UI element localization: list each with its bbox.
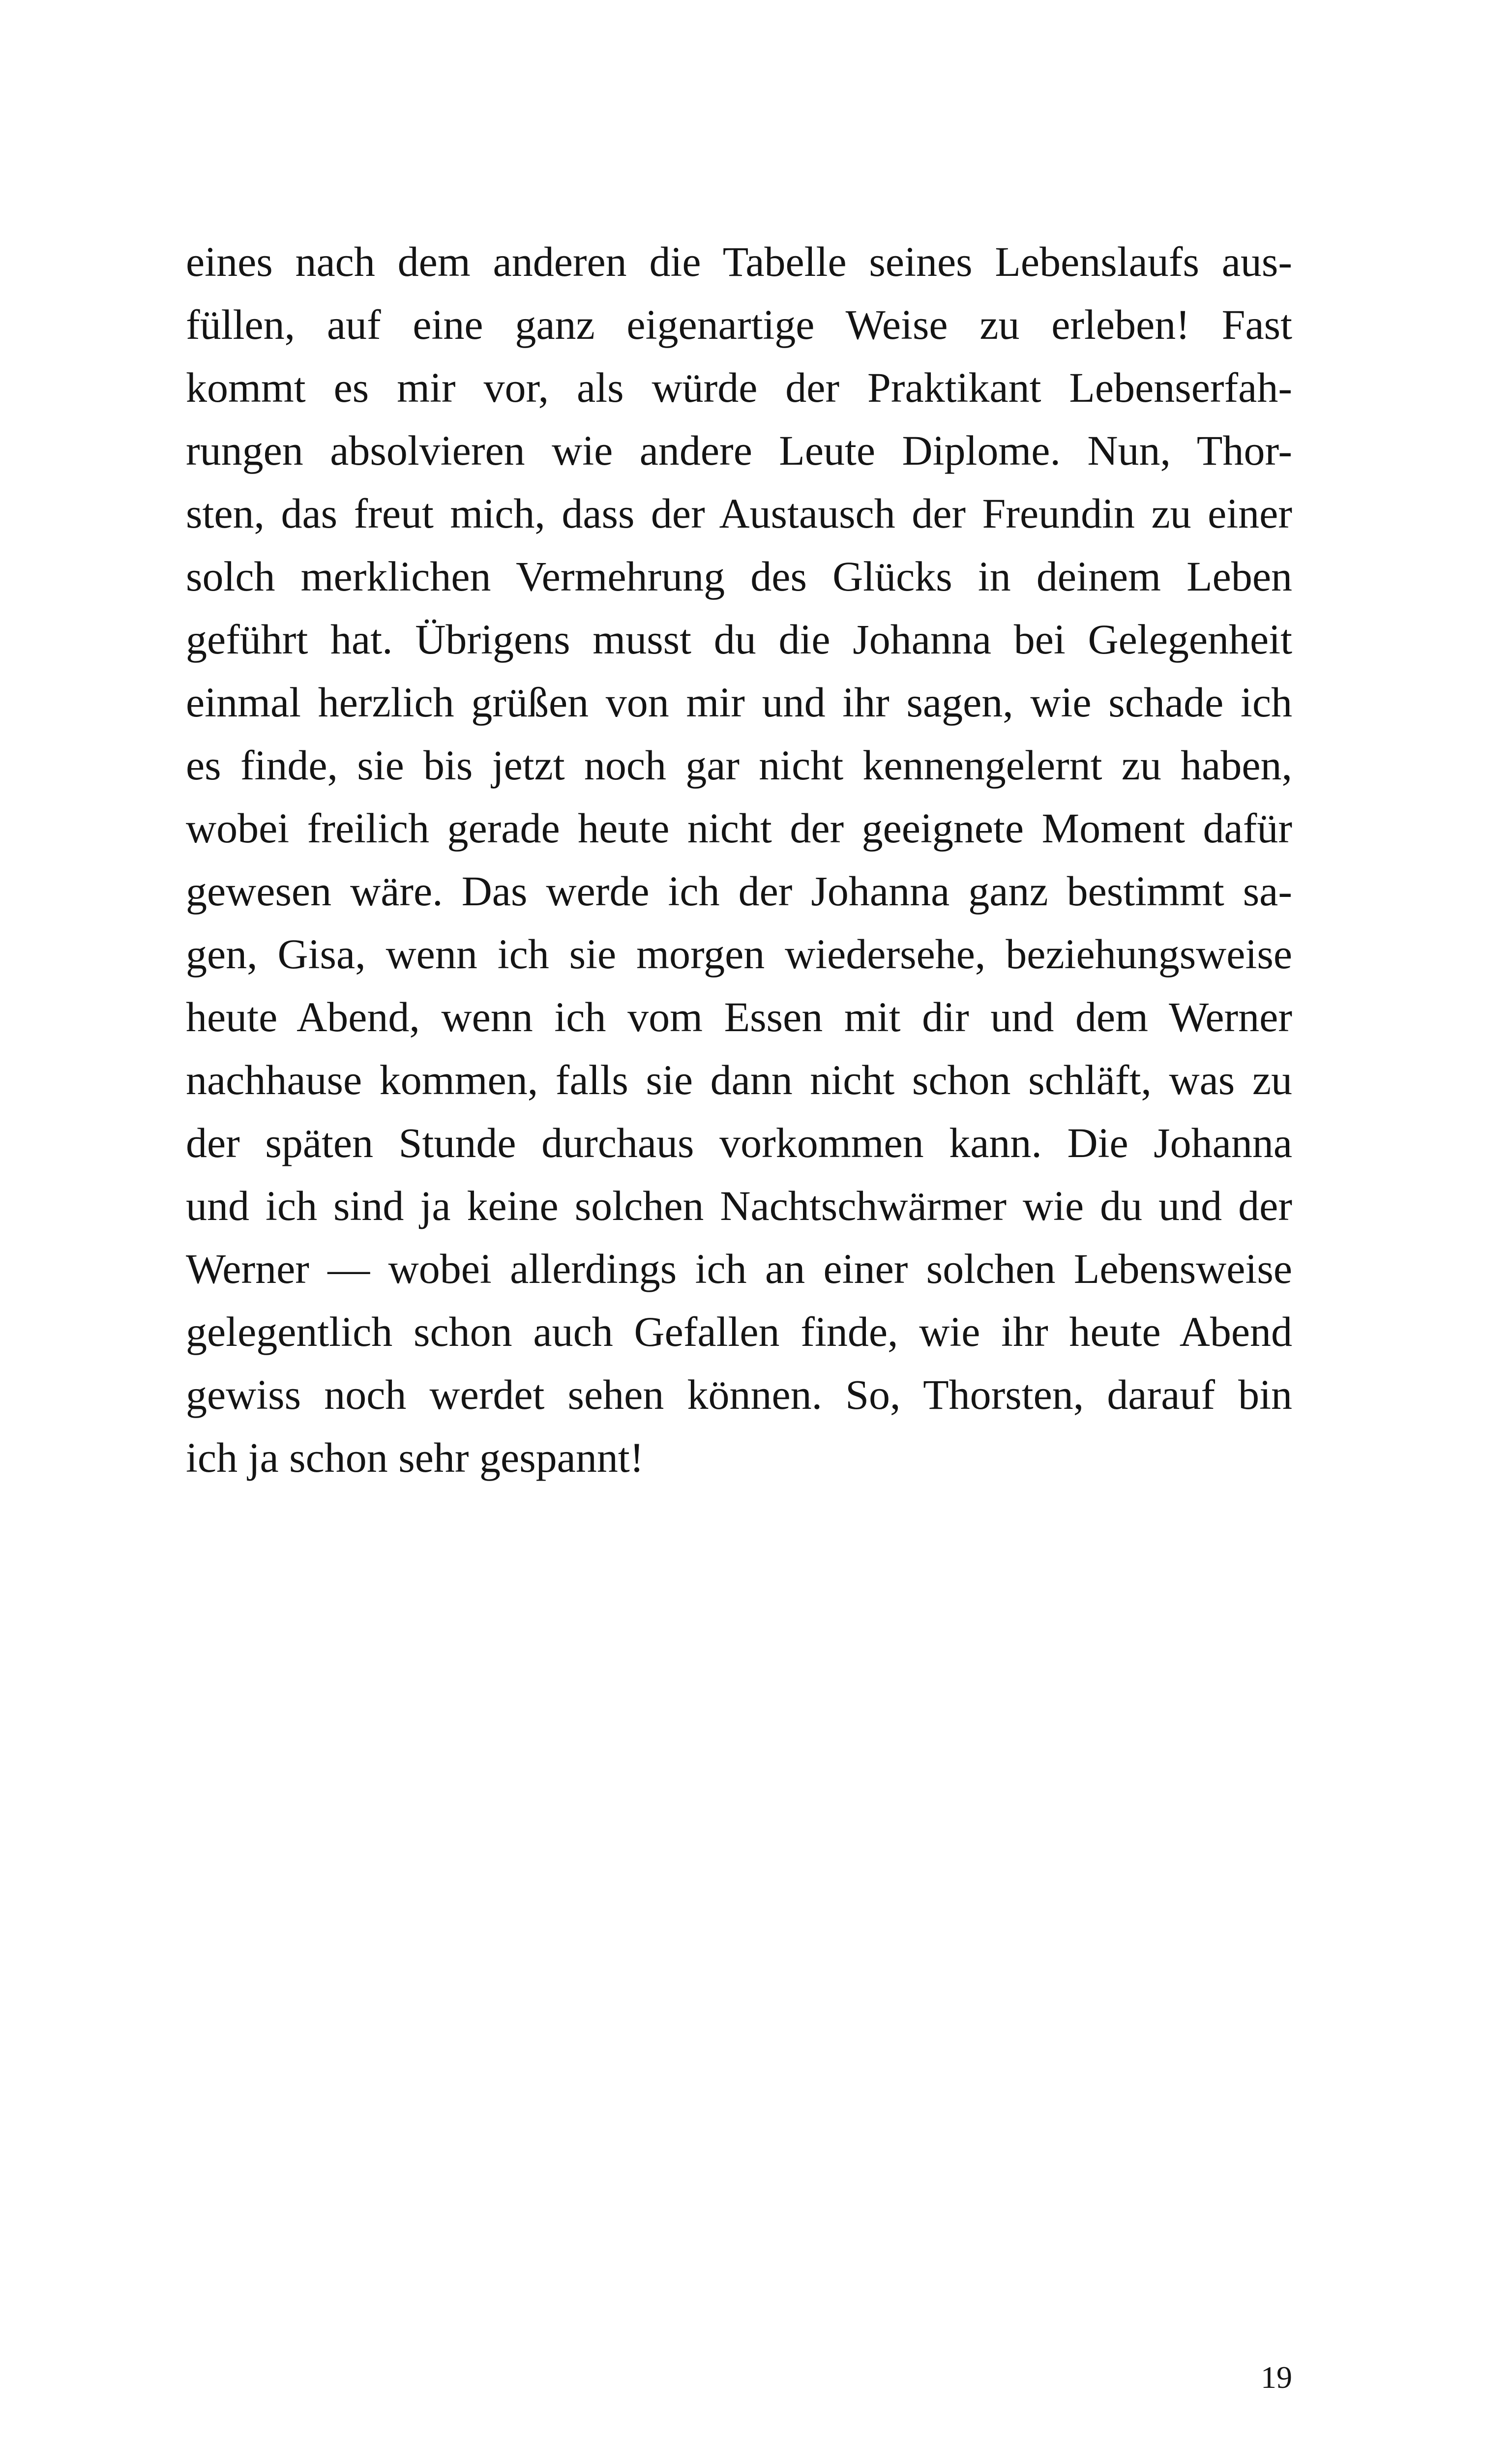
text-line: eines nach dem anderen die Tabelle seines Lebenslaufs aus-: [186, 238, 1292, 285]
text-line: wobei freilich gerade heute nicht der geeignete Moment dafür: [186, 804, 1292, 852]
text-line: heute Abend, wenn ich vom Essen mit dir und dem Werner: [186, 993, 1292, 1041]
text-line: gewesen wäre. Das werde ich der Johanna ganz bestimmt sa-: [186, 867, 1292, 915]
text-line-last: ich ja schon sehr gespannt!: [186, 1434, 644, 1481]
page-number: 19: [1261, 2360, 1292, 2395]
text-line: sten, das freut mich, dass der Austausch der Freundin zu einer: [186, 490, 1292, 537]
text-line: rungen absolvieren wie andere Leute Diplome. Nun, Thor-: [186, 427, 1292, 474]
text-line: solch merklichen Vermehrung des Glücks in deinem Leben: [186, 553, 1292, 600]
text-line: geführt hat. Übrigens musst du die Johanna bei Gelegenheit: [186, 616, 1292, 663]
body-text: [186, 230, 1292, 1489]
text-line: kommt es mir vor, als würde der Praktikant Lebenserfah-: [186, 364, 1292, 411]
text-line: gen, Gisa, wenn ich sie morgen wiedersehe, beziehungsweise: [186, 930, 1292, 978]
text-line: gewiss noch werdet sehen können. So, Thorsten, darauf bin: [186, 1371, 1292, 1418]
text-line: füllen, auf eine ganz eigenartige Weise zu erleben! Fast: [186, 301, 1292, 348]
text-line: der späten Stunde durchaus vorkommen kann. Die Johanna: [186, 1119, 1292, 1166]
text-line: nachhause kommen, falls sie dann nicht schon schläft, was zu: [186, 1056, 1292, 1103]
text-line: es finde, sie bis jetzt noch gar nicht kennengelernt zu haben,: [186, 742, 1292, 789]
text-line: einmal herzlich grüßen von mir und ihr sagen, wie schade ich: [186, 679, 1292, 726]
text-line: und ich sind ja keine solchen Nachtschwärmer wie du und der: [186, 1182, 1292, 1229]
text-line: gelegentlich schon auch Gefallen finde, wie ihr heute Abend: [186, 1308, 1292, 1355]
text-line: Werner — wobei allerdings ich an einer solchen Lebensweise: [186, 1245, 1292, 1292]
